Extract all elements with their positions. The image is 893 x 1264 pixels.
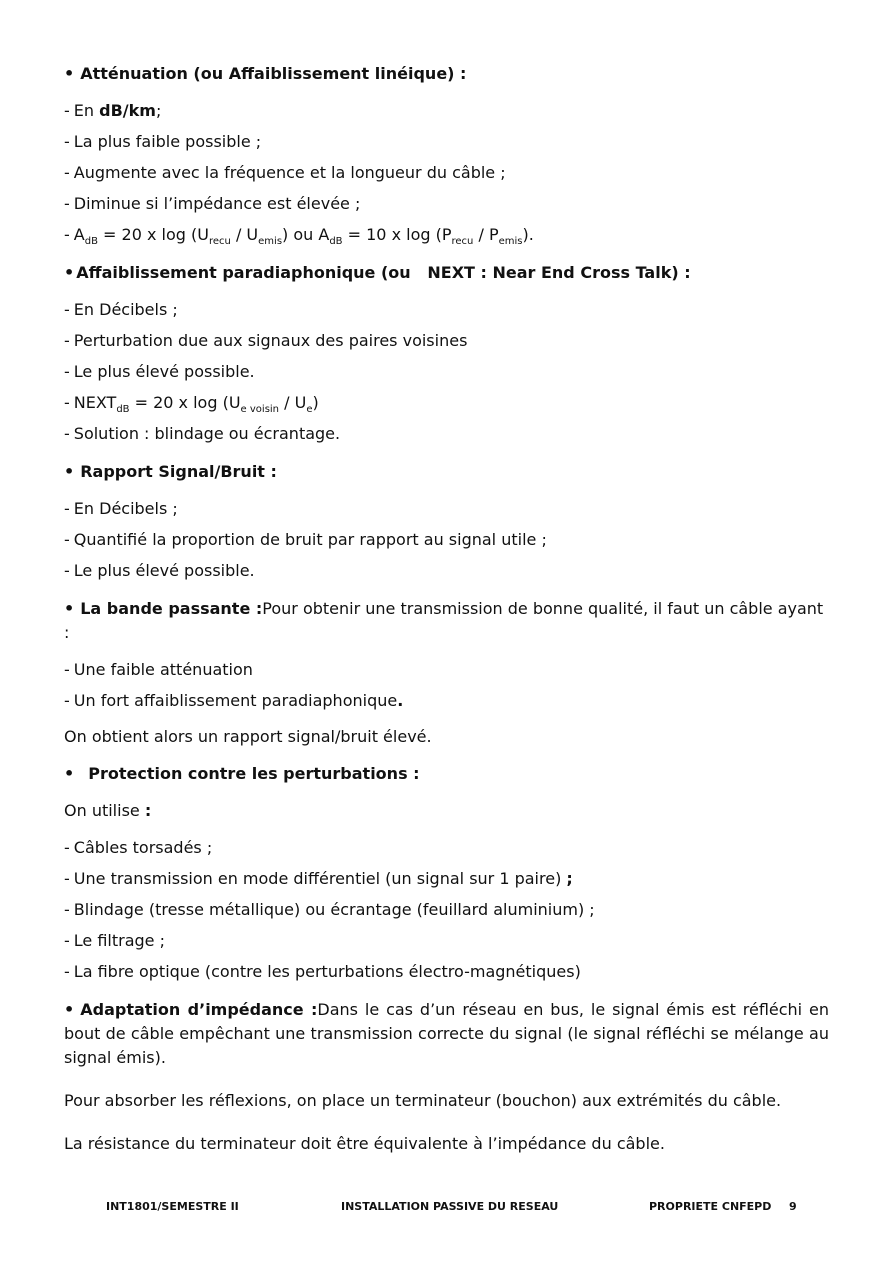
heading-bandwidth — [64, 597, 829, 645]
bandwidth-list — [64, 658, 829, 713]
list-item: - Câbles torsadés ; — [64, 838, 213, 857]
footer-title: INSTALLATION PASSIVE DU RESEAU — [341, 1200, 559, 1213]
list-item: - Une transmission en mode différentiel (un signal sur 1 paire) ; — [64, 869, 573, 888]
heading-attenuation — [64, 62, 829, 86]
attenuation-list — [64, 99, 829, 247]
list-item: - Le filtrage ; — [64, 931, 165, 950]
bullet-icon: • — [64, 64, 75, 83]
bullet-icon: • — [64, 263, 75, 282]
impedance-paragraph: • Adaptation d’impédance :Dans le cas d’un réseau en bus, le signal émis est réfléchi en bout de câble empêchant une transmission correcte du signal (le signal réfléchi se mélange au signal émis). — [64, 1000, 829, 1067]
heading-impedance-text: Adaptation d’impédance : — [80, 1000, 318, 1019]
list-item: - En dB/km; — [64, 101, 162, 120]
bullet-icon: • — [64, 462, 75, 481]
footer-code: INT1801/SEMESTRE II — [106, 1200, 239, 1213]
list-item: - Un fort affaiblissement paradiaphonique. — [64, 691, 404, 710]
list-item: - Diminue si l’impédance est élevée ; — [64, 194, 361, 213]
protection-list — [64, 836, 829, 984]
next-list — [64, 298, 829, 446]
list-item: - En Décibels ; — [64, 499, 178, 518]
bullet-icon: • — [64, 1000, 75, 1019]
footer-owner: PROPRIETE CNFEPD — [649, 1200, 772, 1213]
protection-intro: On utilise : — [64, 801, 152, 820]
impedance-p3: La résistance du terminateur doit être équivalente à l’impédance du câble. — [64, 1134, 665, 1153]
impedance-p2: Pour absorber les réflexions, on place un terminateur (bouchon) aux extrémités du câble. — [64, 1091, 782, 1110]
snr-list — [64, 497, 829, 583]
list-item: - Blindage (tresse métallique) ou écrantage (feuillard aluminium) ; — [64, 900, 595, 919]
list-item: - Perturbation due aux signaux des paires voisines — [64, 331, 468, 350]
heading-bandwidth-text: La bande passante : — [80, 599, 263, 618]
list-item: - Solution : blindage ou écrantage. — [64, 424, 341, 443]
heading-snr-text: Rapport Signal/Bruit : — [80, 462, 277, 481]
bullet-icon: • — [64, 599, 75, 618]
bullet-icon: • — [64, 764, 75, 783]
list-item: - La plus faible possible ; — [64, 132, 262, 151]
heading-attenuation-text: Atténuation (ou Affaiblissement linéique) : — [80, 64, 467, 83]
list-item: - Le plus élevé possible. — [64, 362, 255, 381]
page-number: 9 — [789, 1200, 797, 1213]
list-item: - Augmente avec la fréquence et la longueur du câble ; — [64, 163, 506, 182]
list-item: - La fibre optique (contre les perturbations électro-magnétiques) — [64, 962, 581, 981]
list-item: - Quantifié la proportion de bruit par rapport au signal utile ; — [64, 530, 547, 549]
attenuation-formula: - $A_{dB} = 20$ x $\log (U_{recu} / U_{emis})$ ou $A_{dB} = 10$ x $\log (P_{recu} / P_{emis})$. — [64, 225, 534, 248]
list-item: - En Décibels ; — [64, 300, 178, 319]
bandwidth-text: Pour obtenir une transmission de bonne qualité, il faut un câble ayant : — [64, 599, 824, 642]
list-item: - Le plus élevé possible. — [64, 561, 255, 580]
heading-next-text: Affaiblissement paradiaphonique (ou NEXT : Near End Cross Talk) : — [76, 263, 691, 282]
heading-protection — [64, 762, 829, 786]
next-formula: - $NEXT_{dB} = 20$ x $\log (U_{e voisin} / U_e)$ — [64, 393, 319, 416]
heading-next — [64, 261, 829, 285]
bandwidth-conclusion: On obtient alors un rapport signal/bruit élevé. — [64, 727, 432, 746]
heading-snr — [64, 460, 829, 484]
heading-protection-text: Protection contre les perturbations : — [88, 764, 420, 783]
list-item: - Une faible atténuation — [64, 660, 253, 679]
